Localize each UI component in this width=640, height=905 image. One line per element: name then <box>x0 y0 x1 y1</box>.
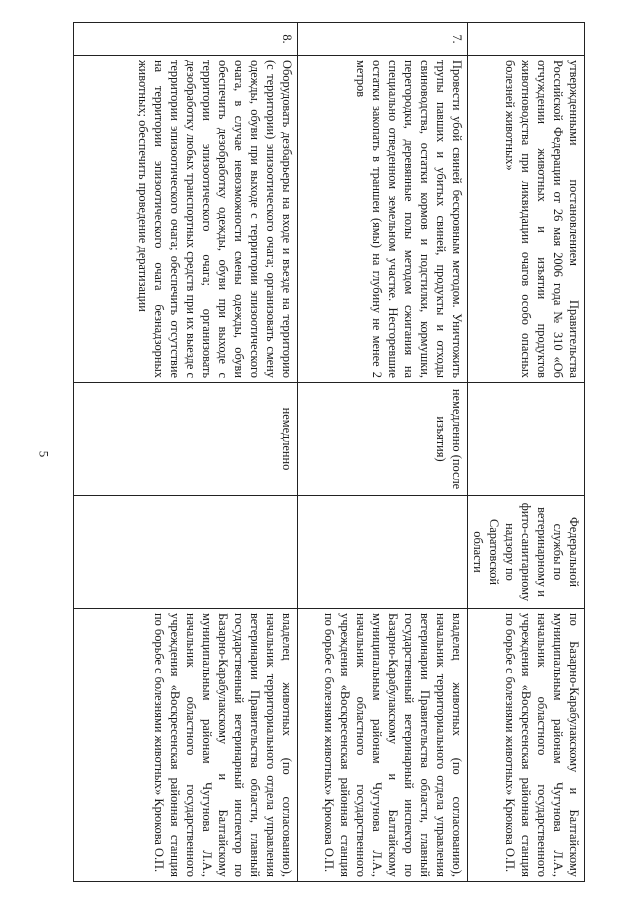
responsible-cell: владелец животных (по согласованию), начальник территориального отдела управления ветеринарии Правительства области, главный государственный ветеринарный инспектор по Базарно-Карабулакскому и Балтайскому муниципальным районам Чугунова Л.А., начальник областного государственного учреждения «Воскресенская районная станция по борьбе с болезнями животных» Крюкова О.П. <box>74 609 298 882</box>
table-row <box>74 23 298 882</box>
table-row <box>298 23 468 882</box>
department-cell: Федеральной службы по ветеринарному и фито-санитарному надзору по Саратовской области <box>468 496 585 609</box>
row-number: 8. <box>74 23 298 56</box>
term-cell <box>468 383 585 496</box>
row-number: 7. <box>298 23 468 56</box>
responsible-cell: владелец животных (по согласованию), начальник территориального отдела управления ветеринарии Правительства области, главный государственный ветеринарный инспектор по Базарно-Карабулакскому и Балтайскому муниципальным районам Чугунова Л.А., начальник областного государственного учреждения «Воскресенская районная станция по борьбе с болезнями животных» Крюкова О.П. <box>298 609 468 882</box>
measures-table <box>73 22 585 882</box>
term-cell: немедленно (после изъятия) <box>298 383 468 496</box>
action-cell: Провести убой свиней бескровным методом. Уничтожить трупы павших и убитых свиней, продукты и отходы свиноводства, остатки кормов и подстилки, кормушки, перегородки, деревянные полы методом сжигания на специально отведенном земельном участке. Несгоревшие остатки закопать в траншеи (ямы) на глубину не менее 2 метров <box>298 56 468 383</box>
department-cell <box>74 496 298 609</box>
table-row <box>468 23 585 882</box>
action-cell: утвержденными постановлением Правительства Российской Федерации от 26 мая 2006 года № 310 «Об отчуждении животных и изъятии продуктов животноводства при ликвидации очагов особо опасных болезней животных» <box>468 56 585 383</box>
row-number <box>468 23 585 56</box>
action-cell: Оборудовать дезбарьеры на входе и въезде на территорию (с территории) эпизоотического очага; организовать смену одежды, обуви при выходе с территории эпизоотического очага, в случае невозможности смены одежды, обуви обеспечить дезобработку одежды, обуви при выходе с территории эпизоотического очага; организовать дезобработку любых транспортных средств при их выезде с территории эпизоотического очага; обеспечить отсутствие на территории эпизоотического очага безнадзорных животных; обеспечить проведение дератизации <box>74 56 298 383</box>
responsible-cell: по Базарно-Карабулакскому и Балтайскому муниципальным районам Чугунова Л.А., начальник областного государственного учреждения «Воскресенская районная станция по борьбе с болезнями животных» Крюкова О.П. <box>468 609 585 882</box>
department-cell <box>298 496 468 609</box>
page-number: 5 <box>36 450 52 458</box>
term-cell: немедленно <box>74 383 298 496</box>
measures-table-rotated <box>105 22 585 882</box>
